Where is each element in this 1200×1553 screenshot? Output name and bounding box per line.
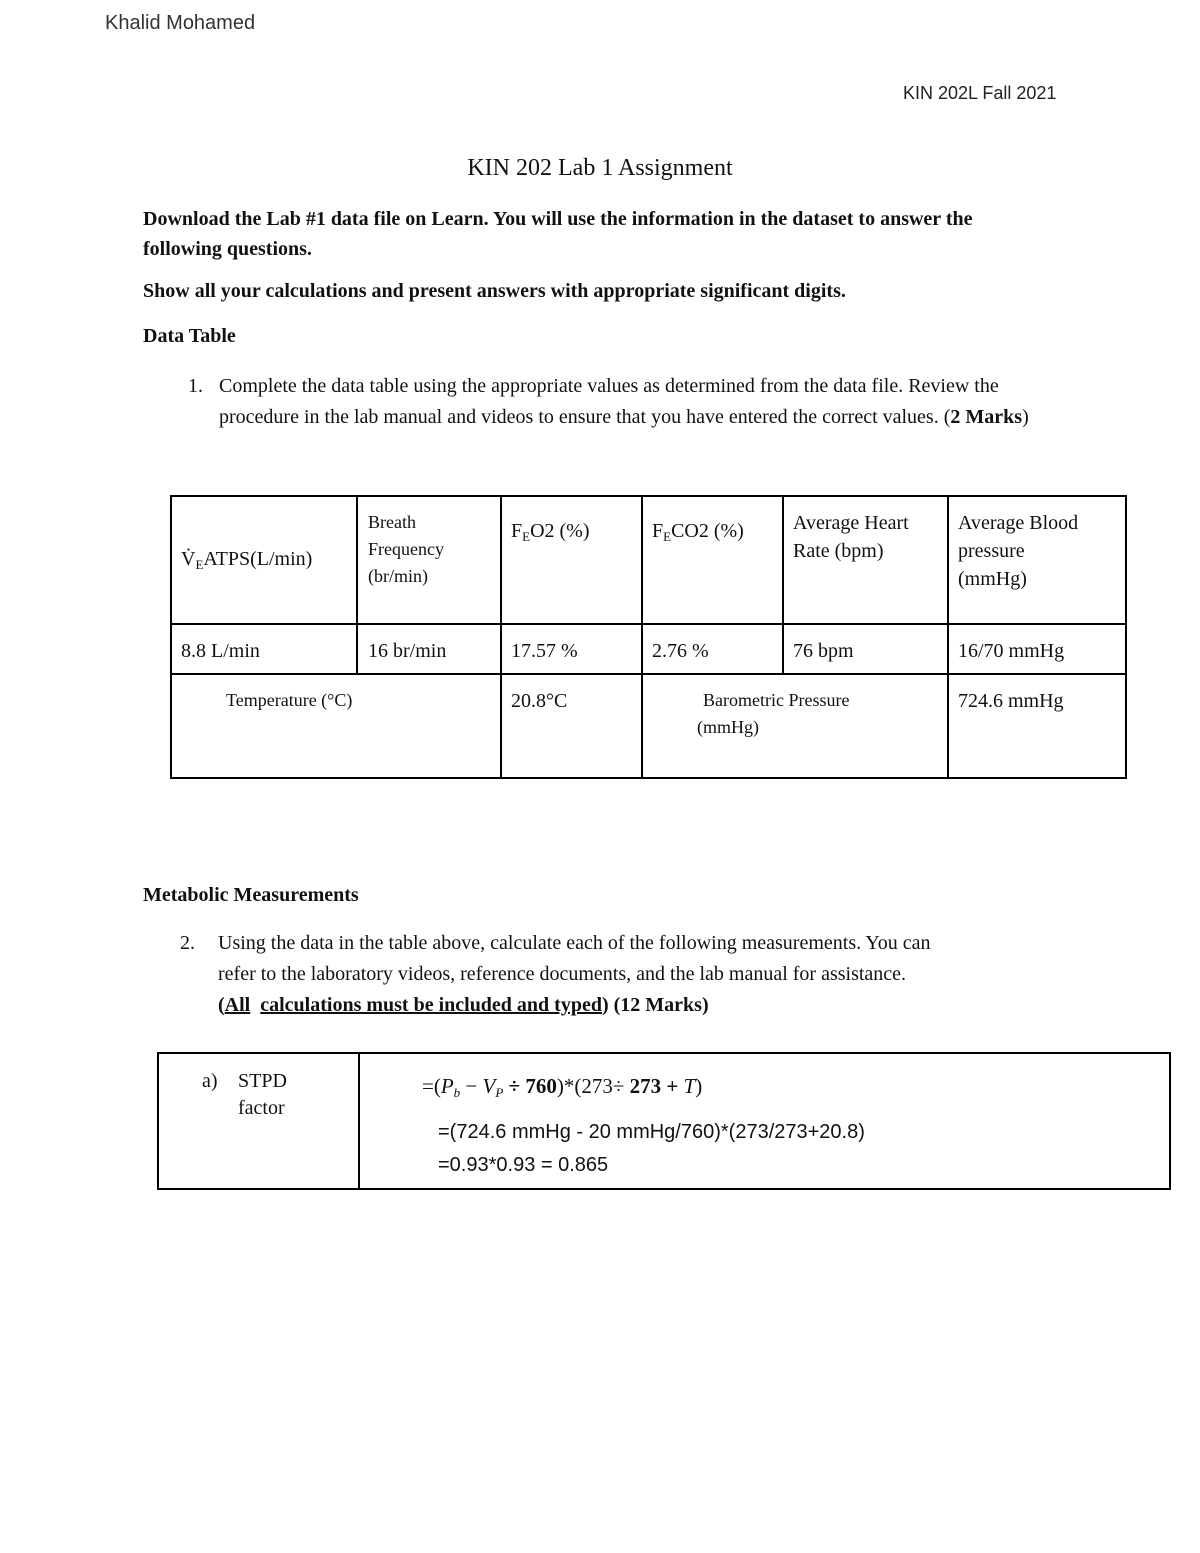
- answer-table-col-divider: [358, 1052, 360, 1190]
- header-breath-frequency: Breath Frequency (br/min): [368, 512, 444, 586]
- answer-item-label: a): [202, 1070, 218, 1092]
- barometric-pressure-label: Barometric Pressure (mmHg): [697, 690, 850, 737]
- header-feo2: $F_EO2$ (%): [511, 520, 590, 544]
- header-average-blood-pressure: Average Blood pressure (mmHg): [958, 512, 1079, 590]
- temperature-value: 20.8°C: [511, 690, 568, 712]
- header-ve-atps: $V̇_EATPS(L/\min)$: [181, 548, 313, 572]
- temperature-label: Temperature (°C): [226, 690, 353, 710]
- question-1-text: Complete the data table using the appropriate values as determined from the data file. Review the procedure in the lab manual and videos to ensure that you have entered the correct values. (2 Marks): [219, 375, 1029, 428]
- course-label: KIN 202L Fall 2021: [903, 83, 1057, 103]
- data-table-col-divider: [641, 495, 643, 779]
- data-table-heading: Data Table: [143, 325, 236, 347]
- data-table-row-divider: [170, 673, 1127, 675]
- value-feco2: 2.76 %: [652, 640, 709, 662]
- header-average-heart-rate: Average Heart Rate (bpm): [793, 512, 909, 562]
- stpd-formula: $=(P_b - V_P \div 760)*(273\div 273 + T)$: [422, 1074, 703, 1100]
- stpd-calculation-line-2: =0.93*0.93 = 0.865: [438, 1154, 609, 1176]
- value-feo2: 17.57 %: [511, 640, 578, 662]
- data-table-col-divider: [782, 495, 784, 675]
- stpd-calculation-line-1: =(724.6 mmHg - 20 mmHg/760)*(273/273+20.8): [438, 1121, 865, 1143]
- question-1-body: Complete the data table using the appropriate values as determined from the data file. Review the procedure in the lab manual and videos to ensure that you have entered the correct values.: [219, 375, 999, 428]
- header-feco2: $F_ECO2$ (%): [652, 520, 744, 544]
- data-table-row-divider: [170, 623, 1127, 625]
- author-name: Khalid Mohamed: [105, 12, 256, 34]
- page-title: KIN 202 Lab 1 Assignment: [467, 155, 733, 181]
- question-2-number: 2.: [180, 932, 195, 954]
- value-blood-pressure: 16/70 mmHg: [958, 640, 1065, 662]
- question-2-text: Using the data in the table above, calculate each of the following measurements. You can refer to the laboratory videos, reference documents, and the lab manual for assistance. (All calculations must be included and typed) (12 Marks): [218, 932, 931, 1016]
- intro-show-text: Show all your calculations and present answers with appropriate significant digits.: [143, 280, 846, 302]
- data-table-col-divider: [500, 495, 502, 779]
- intro-download-text: Download the Lab #1 data file on Learn. You will use the information in the dataset to answer the following questions.: [143, 208, 973, 260]
- value-breath-frequency: 16 br/min: [368, 640, 447, 662]
- value-heart-rate: 76 bpm: [793, 640, 854, 662]
- metabolic-measurements-heading: Metabolic Measurements: [143, 884, 359, 906]
- barometric-pressure-value: 724.6 mmHg: [958, 690, 1064, 712]
- answer-item-stpd-factor: STPD factor: [238, 1070, 287, 1119]
- question-1-number: 1.: [188, 375, 203, 397]
- question-1-marks: 2 Marks: [950, 406, 1023, 428]
- data-table-col-divider: [356, 495, 358, 675]
- value-ve: 8.8 L/min: [181, 640, 260, 662]
- data-table-col-divider: [947, 495, 949, 779]
